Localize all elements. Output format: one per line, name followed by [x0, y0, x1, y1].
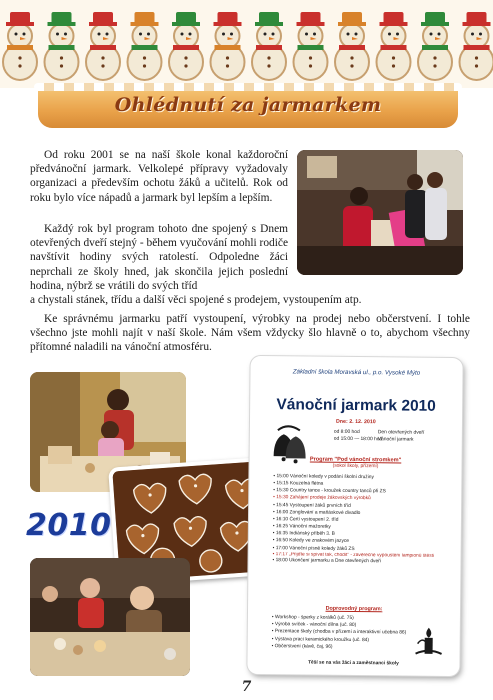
page-title: Ohlédnutí za jarmarkem	[114, 94, 382, 116]
accompanying-item: • Občerstvení (kávě, čaj, 96)	[271, 643, 333, 650]
program-item: • 18:00 Ukončení jarmarku a Dne otevřených dveří	[272, 558, 382, 565]
poster-title: Vánoční jarmark 2010	[276, 396, 436, 415]
event-poster	[247, 356, 462, 676]
poster-footer: Těší se na vás žáci a zaměstnanci školy	[308, 660, 399, 667]
poster-program-location: (sokol školy, přízemí)	[332, 463, 379, 470]
program-item: • 16:10 Čertí vystoupení 2. tříd	[272, 517, 339, 523]
accompanying-item: • Prezentace školy (chodba v přízemí a interaktivní učebna 86)	[271, 629, 407, 636]
poster-time-market: od 15:00 — 18:00 hod	[333, 436, 383, 443]
photo-children-handcrafts	[30, 558, 190, 676]
poster-time-open-day: od 8:00 hod	[333, 429, 360, 436]
program-item: • 15:15 Kouzelná flétna	[273, 481, 324, 487]
program-item: • 15:30 Country tance - kroužek country tanců při ZS	[273, 488, 386, 495]
snowman-icon	[294, 12, 328, 80]
program-item: • 17:17 „Přijďte si spívat tak, chodit" - závěrečné vypouštění lampionů štěstí	[272, 551, 435, 559]
paragraph-program: Každý rok byl program tohoto dne spojený s Dnem otevřených dveří stejný - během vyučování mohli rodiče navštívit hodiny svých ratolestí. Odpoledne žáci neprchali ze školy hned, jak skončila jejich poslední hodina, nýbrž se vrátili do svých tříd	[30, 223, 288, 292]
poster-accompanying-list	[272, 614, 422, 652]
page-number: 7	[241, 679, 252, 695]
program-item: • 16:25 Vánoční mažoretky	[272, 524, 331, 530]
accompanying-item: • Výstava prací keramického kroužku (uč. 84)	[271, 636, 369, 643]
snowman-icon	[252, 12, 286, 80]
poster-date: Dne: 2. 12. 2010	[335, 418, 376, 426]
program-item: • 16:50 Koledy ve znakovém jazyce	[272, 538, 350, 545]
paragraph-atmosphere: Ke správnému jarmarku patří vystoupení, výrobky na prodej nebo občerstvení. I tohle všechno jste mohli najít v naší škole. Nám všem vždycky šlo hlavně o to, abychom všechny přítomné naladili na vánoční atmosféru.	[30, 313, 470, 354]
poster-program-list	[272, 473, 451, 566]
photo-sales-stand	[297, 150, 463, 275]
snowman-icon	[3, 12, 37, 80]
program-item: • 16:35 Indiánský příběh 3. B	[272, 531, 335, 538]
paragraph-intro: Od roku 2001 se na naší škole konal každoroční předvánoční jarmark. Velkolepé přípravy vyžadovaly organizaci a především ochotu žáků a učitelů. Rok od roku bylo více nápadů a jarmark byl lepším a lepším.	[30, 149, 288, 204]
snowmen-illustration	[0, 0, 493, 88]
poster-school-name: Základní škola Moravská ul., p.o. Vysoké Mýto	[292, 368, 421, 377]
snowman-icon	[460, 12, 493, 80]
program-item: • 15:45 Vystoupení žáků prvních tříd	[273, 502, 351, 509]
paragraph-program-tail: a chystali stánek, třídu a další věci spojené s prodejem, vystoupením atp.	[30, 294, 362, 306]
program-item: • 17:00 Vánoční písně koledy žáků ZS	[272, 545, 355, 552]
snowman-icon	[377, 12, 411, 80]
snowman-icon	[45, 12, 79, 80]
snowman-icon	[86, 12, 120, 80]
poster-program-title: Program "Pod vánoční stromkem"	[309, 456, 402, 464]
poster-event-market: Vánoční jarmark	[377, 437, 414, 443]
accompanying-item: • Workshop - šperky z korálků (uč. 75)	[271, 615, 354, 621]
poster-accompanying-title: Doprovodný program:	[325, 605, 383, 613]
program-item: • 15:30 Zahájení prodeje žákovských výrobků	[273, 495, 371, 502]
accompanying-item: • Výroba svíček - vánoční dílna (uč. 80)	[271, 622, 357, 629]
program-item: • 16:00 Zonglování a maňáskové divadlo	[273, 509, 361, 516]
snowman-icon	[211, 12, 245, 80]
snowman-icon	[418, 12, 452, 80]
title-bar	[38, 86, 458, 128]
snowmen-banner	[0, 0, 493, 88]
year-label: 2010	[26, 508, 112, 543]
snowman-icon	[128, 12, 162, 80]
poster-event-open-day: Den otevřených dveří	[377, 430, 425, 436]
program-item: • 15:00 Vánoční koledy v podání školní družiny	[273, 474, 374, 481]
snowman-icon	[335, 12, 369, 80]
snowman-icon	[169, 12, 203, 80]
candle-icon	[412, 624, 446, 658]
